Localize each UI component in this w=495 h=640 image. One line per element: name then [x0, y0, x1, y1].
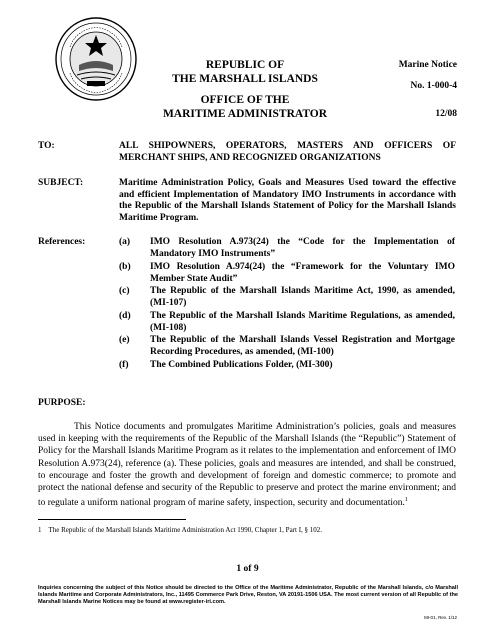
footnote [38, 526, 322, 534]
purpose-label: PURPOSE: [38, 398, 86, 408]
footnote-text: The Republic of the Marshall Islands Maritime Administration Act 1990, Chapter 1, Part I, § 102. [48, 526, 323, 534]
footnote-marker: 1 [404, 497, 408, 504]
footnote-divider [38, 519, 186, 520]
reference-letter: (f) [119, 360, 129, 370]
page-number: 1 of 9 [236, 564, 259, 574]
to-label: TO: [38, 141, 55, 151]
header-line-1: REPUBLIC OF [205, 59, 285, 71]
reference-text: The Republic of the Marshall Islands Maritime Act, 1990, as amended, (MI-107) [150, 286, 455, 308]
footnote-number: 1 [38, 526, 42, 534]
reference-text: IMO Resolution A.973(24) the “Code for the Implementation of Mandatory IMO Instruments” [150, 237, 455, 259]
office-title [160, 93, 330, 121]
header-line-3: OFFICE OF THE [200, 94, 290, 106]
reference-text: The Republic of the Marshall Islands Maritime Regulations, as amended, (MI-108) [150, 311, 455, 333]
to-text: ALL SHIPOWNERS, OPERATORS, MASTERS AND OFFICERS OF MERCHANT SHIPS, AND RECOGNIZED ORGANIZATIONS [119, 141, 456, 163]
subject-text: Maritime Administration Policy, Goals and Measures Used toward the effective and efficient Implementation of Mandatory IMO Instruments in accordance with the Republic of the Marshall Islands Statement of Policy for the Marshall Islands Maritime Program. [119, 178, 456, 223]
inquiries-note: Inquiries concerning the subject of this Notice should be directed to the Office of the Maritime Administrator, Republic of the Marshall Islands, c/o Marshall Islands Maritime and Corporate Administrators, Inc., 11495 Commerce Park Drive, Reston, VA 20191-1506 USA. The most current version of all Republic of the Marshall Islands Marine Notices may be found at www.register-iri.com. [38, 585, 458, 606]
reference-letter: (e) [119, 335, 130, 345]
notice-type: Marine Notice [398, 60, 457, 70]
subject-label: SUBJECT: [38, 178, 84, 188]
notice-number: No. 1-000-4 [410, 81, 457, 91]
reference-letter: (a) [119, 237, 131, 247]
reference-letter: (c) [119, 286, 130, 296]
references-label: References: [38, 237, 86, 247]
reference-text: The Combined Publications Folder, (MI-300) [150, 360, 333, 370]
republic-marshall-islands-seal-icon [55, 17, 137, 102]
header-line-2: THE MARSHALL ISLANDS [172, 73, 318, 85]
revision-label: MI-01, Rev. 1/12 [424, 615, 457, 620]
purpose-body: This Notice documents and promulgates Maritime Administration’s policies, goals and measures used in keeping with the requirements of the Republic of the Marshall Islands (the “Republic”) Statement of Policy for the Marshall Islands Maritime Program as it relates to the implementation and enforcement of IMO Resolution A.973(24), reference (a). These policies, goals and measures are intended, and shall be construed, to encourage and foster the growth and development of foreign and domestic commerce; to promote and protect the national defense and security of the Republic to preserve and protect the marine environment; and to regulate a uniform national program of marine safety, inspection, security and documentation. [38, 422, 456, 509]
reference-text: IMO Resolution A.974(24) the “Framework for the Voluntary IMO Member State Audit” [150, 262, 455, 284]
reference-letter: (d) [119, 311, 131, 321]
purpose-paragraph [38, 421, 456, 510]
reference-letter: (b) [119, 262, 131, 272]
notice-date: 12/08 [435, 109, 457, 119]
reference-text: The Republic of the Marshall Islands Vessel Registration and Mortgage Recording Procedures, as amended, (MI-100) [150, 335, 455, 357]
country-title [160, 58, 330, 86]
header-line-4: MARITIME ADMINISTRATOR [162, 108, 328, 120]
